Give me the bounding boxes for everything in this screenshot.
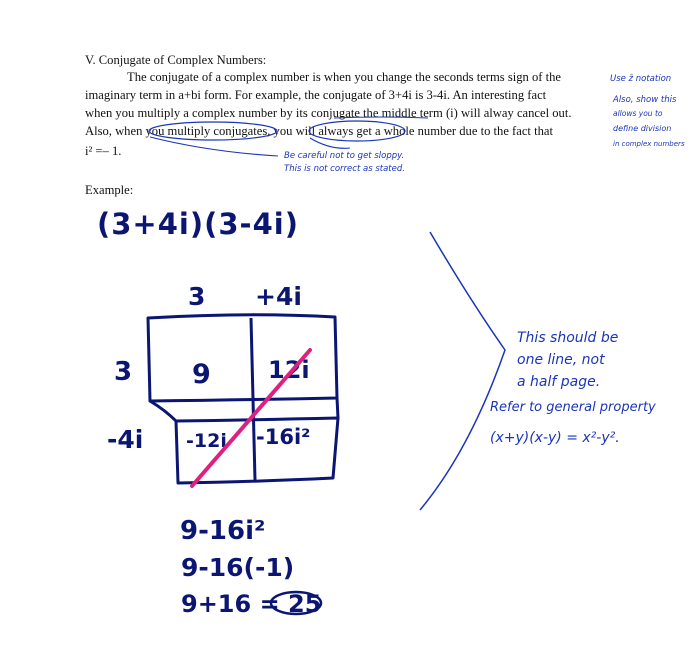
side-comment-line-5: (x+y)(x-y) = x²-y².	[490, 430, 620, 446]
box-bottom-row	[176, 418, 338, 483]
oval-multiply-conjugates	[149, 122, 277, 140]
step-line-2: 9-16(-1)	[181, 553, 295, 582]
margin-note-line-4: define division	[613, 124, 672, 133]
box-cell-bottom-right: -16i²	[256, 425, 311, 449]
section-title: V. Conjugate of Complex Numbers:	[85, 53, 267, 67]
paragraph-line-5: i² =– 1.	[85, 144, 122, 158]
expression-text: (3+4i)(3-4i)	[97, 207, 299, 241]
margin-note-line-5: in complex numbers	[613, 140, 685, 148]
step-line-1: 9-16i²	[180, 516, 266, 546]
box-vertical-divider	[251, 318, 255, 480]
side-comment-line-1: This should be	[517, 330, 619, 346]
circle-answer	[271, 592, 321, 614]
paragraph-line-2: imaginary term in a+bi form. For example, the conjugate of 3+4i is 3-4i. An interesting fact	[85, 88, 547, 102]
oval-whole-number	[309, 121, 405, 141]
side-brace	[420, 232, 505, 510]
step-line-3: 9+16 = 25	[181, 590, 322, 618]
box-left-edge	[150, 401, 176, 421]
paragraph-line-4: Also, when you multiply conjugates, you will always get a whole number due to the fact that	[85, 124, 553, 138]
margin-note-line-3: allows you to	[613, 109, 663, 118]
box-col-header-1: 3	[188, 282, 206, 311]
margin-note-line-1: Use z̄ notation	[610, 74, 672, 84]
side-comment-line-3: a half page.	[517, 374, 601, 390]
box-top-row	[148, 315, 337, 401]
example-label: Example:	[85, 183, 134, 197]
underline-middle-term	[334, 117, 428, 118]
box-row-header-2: -4i	[107, 425, 144, 454]
box-cell-bottom-left: -12i	[186, 430, 227, 452]
margin-note-line-2: Also, show this	[613, 95, 677, 105]
box-col-header-2: +4i	[255, 282, 302, 311]
box-cell-top-right: 12i	[268, 356, 310, 384]
side-comment-line-2: one line, not	[517, 352, 605, 368]
box-cell-top-left: 9	[192, 359, 211, 390]
inline-note-line-1: Be careful not to get sloppy.	[284, 151, 405, 161]
paragraph-line-3: when you multiply a complex number by its conjugate the middle term (i) will alway cancel out.	[85, 106, 572, 120]
box-row-header-1: 3	[114, 357, 133, 387]
box-right-edge	[337, 398, 338, 418]
paragraph-line-1: The conjugate of a complex number is when you change the seconds terms sign of the	[127, 70, 562, 84]
side-comment-line-4: Refer to general property	[490, 400, 656, 415]
inline-note-line-2: This is not correct as stated.	[284, 164, 405, 174]
